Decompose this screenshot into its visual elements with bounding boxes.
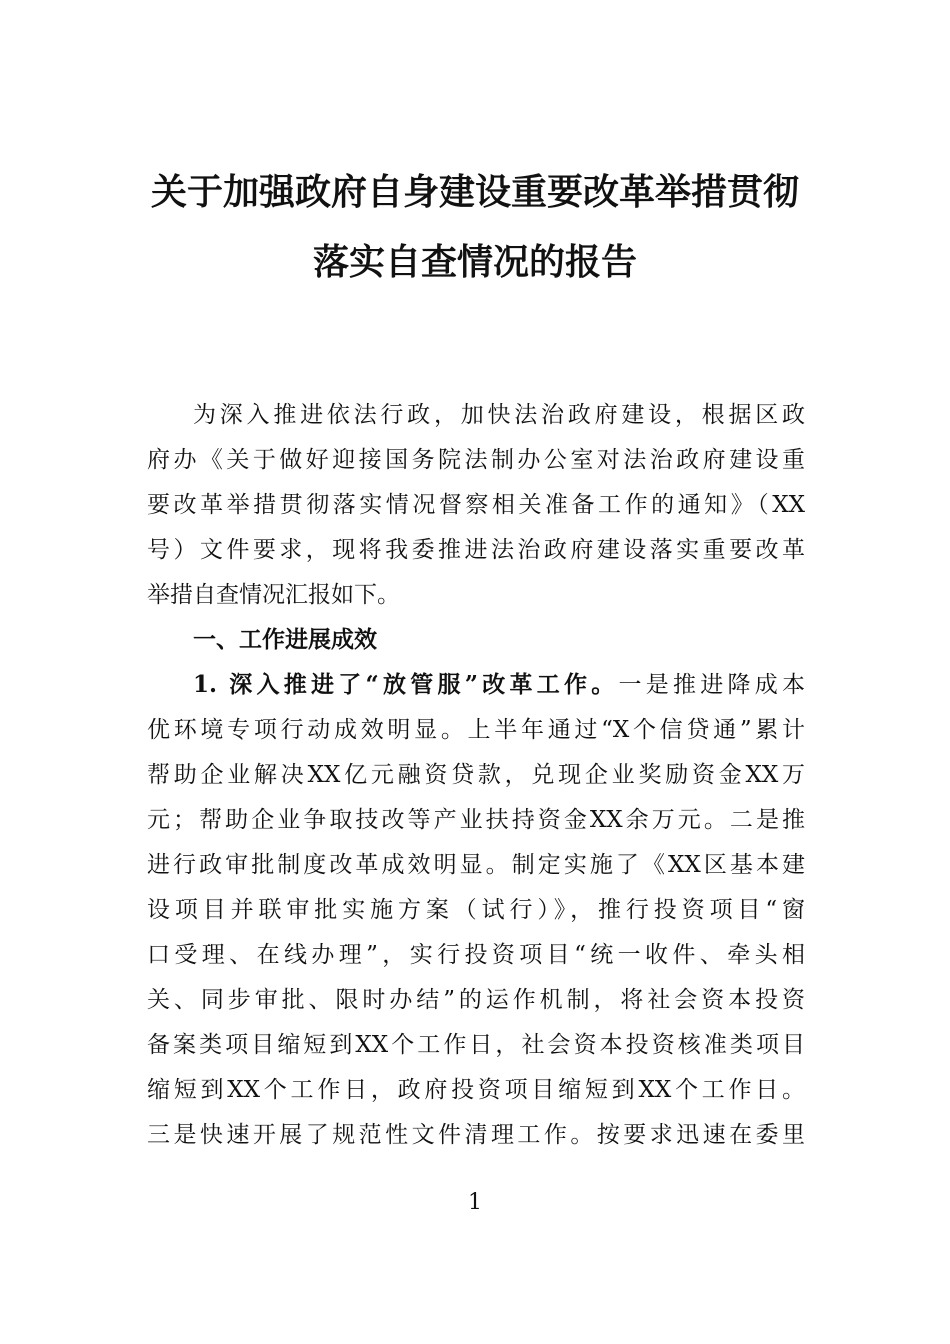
document-title-line-1: 关于加强政府自身建设重要改革举措贯彻	[150, 171, 799, 213]
item-1-first-line-rest: 一是推进降成本	[618, 672, 806, 698]
item-1-bold-lead: 1. 深入推进了“放管服”改革工作。	[193, 671, 619, 698]
item-1-line-7: 口受理、在线办理”，实行投资项目“统一收件、牵头相	[147, 942, 805, 968]
item-1-line-2: 优环境专项行动成效明显。上半年通过“X个信贷通”累计	[147, 717, 805, 743]
intro-line-3: 要改革举措贯彻落实情况督察相关准备工作的通知》（XX	[147, 492, 805, 518]
item-1-line-5: 进行政审批制度改革成效明显。制定实施了《XX区基本建	[147, 852, 805, 878]
item-1-line-11: 三是快速开展了规范性文件清理工作。按要求迅速在委里	[147, 1122, 805, 1148]
intro-line-1: 为深入推进依法行政，加快法治政府建设，根据区政	[193, 402, 805, 428]
item-1-line-8: 关、同步审批、限时办结”的运作机制，将社会资本投资	[147, 987, 805, 1013]
item-1-line-3: 帮助企业解决XX亿元融资贷款，兑现企业奖励资金XX万	[147, 762, 805, 788]
item-1-line-4: 元；帮助企业争取技改等产业扶持资金XX余万元。二是推	[147, 807, 805, 833]
document-title-line-2: 落实自查情况的报告	[312, 241, 637, 283]
item-1-first-line	[193, 670, 805, 700]
item-1-line-9: 备案类项目缩短到XX个工作日，社会资本投资核准类项目	[147, 1032, 805, 1058]
intro-line-5: 举措自查情况汇报如下。	[147, 582, 400, 608]
intro-line-4: 号）文件要求，现将我委推进法治政府建设落实重要改革	[147, 537, 805, 563]
item-1-line-6: 设项目并联审批实施方案（试行）》，推行投资项目“窗	[147, 897, 805, 923]
intro-line-2: 府办《关于做好迎接国务院法制办公室对法治政府建设重	[147, 447, 805, 473]
section-heading: 一、工作进展成效	[193, 626, 377, 653]
item-1-line-10: 缩短到XX个工作日，政府投资项目缩短到XX个工作日。	[147, 1077, 805, 1103]
page-number: 1	[468, 1190, 482, 1215]
